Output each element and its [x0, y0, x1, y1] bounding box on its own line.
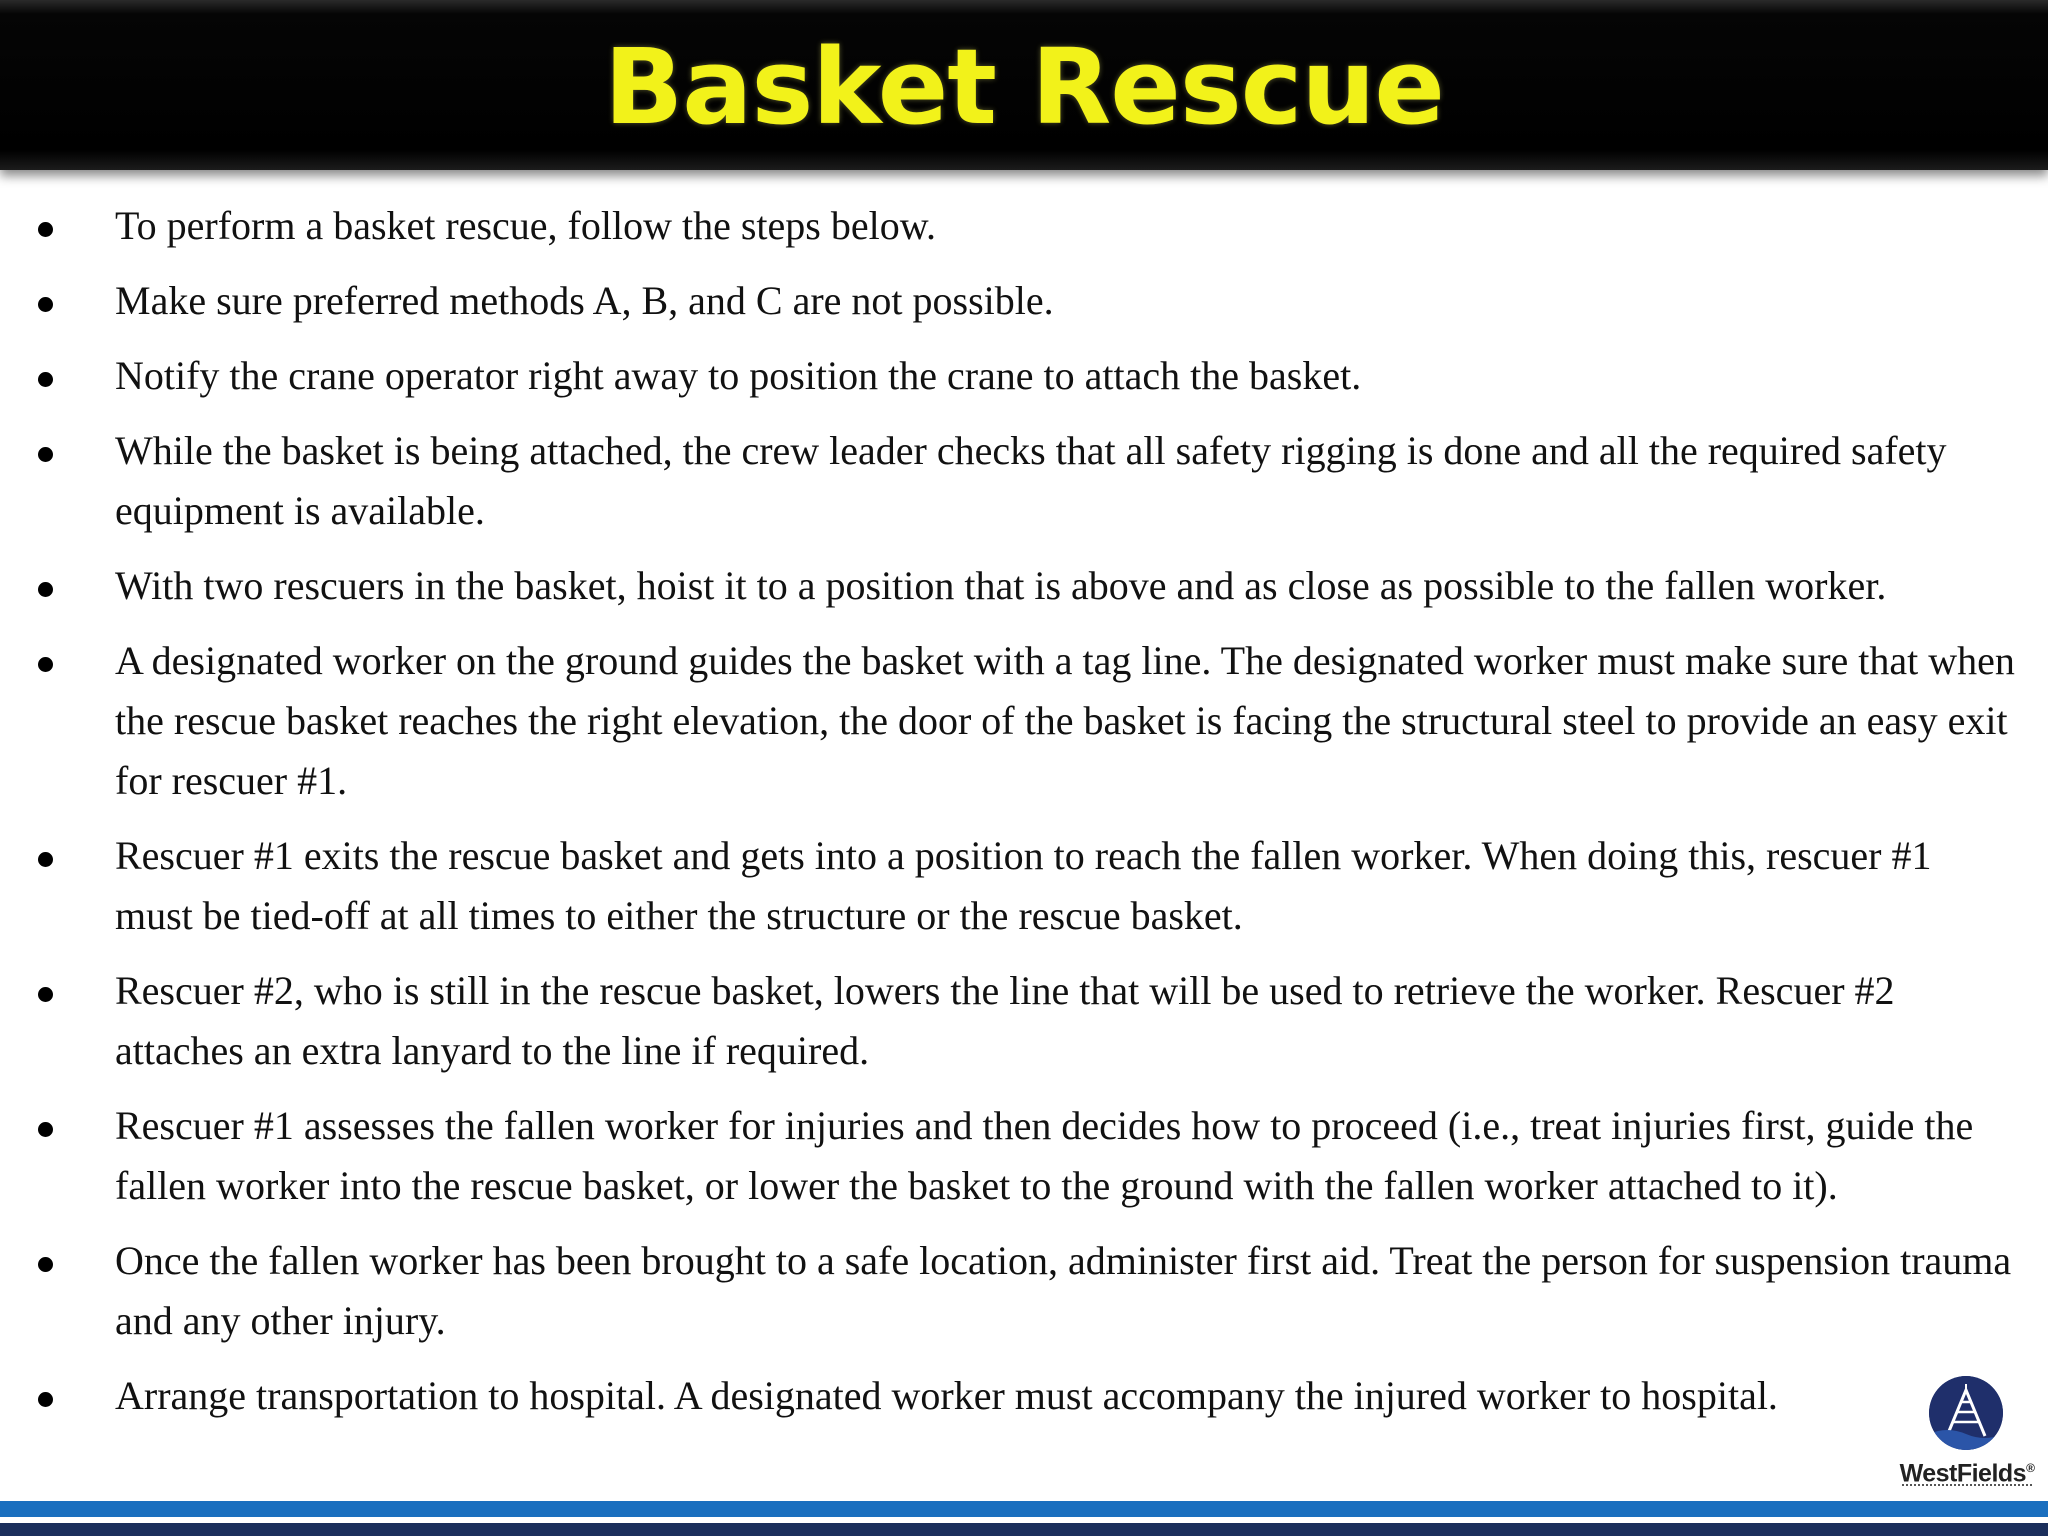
bullet-text: Rescuer #2, who is still in the rescue basket, lowers the line that will be used to retrieve the worker. Rescuer #2 attaches an extra lanyard to the line if required. [115, 968, 1895, 1073]
bullet-text: Notify the crane operator right away to position the crane to attach the basket. [115, 353, 1362, 398]
bullet-text: Rescuer #1 exits the rescue basket and gets into a position to reach the fallen worker. When doing this, rescuer #1 must be tied-off at all times to either the structure or the rescue basket. [115, 833, 1932, 938]
bullet-text: To perform a basket rescue, follow the steps below. [115, 203, 937, 248]
footer-stripe-blue [0, 1501, 2048, 1517]
bullet-icon [38, 222, 53, 237]
bullet-icon [38, 852, 53, 867]
bullet-list [0, 196, 2048, 1441]
bullet-icon [38, 987, 53, 1002]
bullet-text: Make sure preferred methods A, B, and C are not possible. [115, 278, 1054, 323]
bullet-item [0, 196, 2048, 256]
bullet-item [0, 961, 2048, 1081]
bullet-item [0, 1231, 2048, 1351]
bullet-icon [38, 1122, 53, 1137]
bullet-icon [38, 447, 53, 462]
footer-stripe-navy [0, 1523, 2048, 1536]
bullet-text: A designated worker on the ground guides the basket with a tag line. The designated worker must make sure that when the rescue basket reaches the right elevation, the door of the basket is facing the structural steel to provide an easy exit for rescuer #1. [115, 638, 2015, 803]
logo-tagline-line [1902, 1484, 2032, 1490]
bullet-item [0, 421, 2048, 541]
bullet-icon [38, 297, 53, 312]
bullet-icon [38, 372, 53, 387]
bullet-item [0, 556, 2048, 616]
oil-rig-icon [1929, 1376, 2003, 1450]
slide-title: Basket Rescue [604, 26, 1444, 148]
bullet-icon [38, 1392, 53, 1407]
bullet-item [0, 1366, 2048, 1426]
bullet-item [0, 271, 2048, 331]
bullet-item [0, 826, 2048, 946]
title-bar [0, 0, 2048, 170]
bullet-item [0, 631, 2048, 811]
westfields-logo [1894, 1376, 2040, 1496]
logo-name: WestFields® [1899, 1459, 2035, 1488]
bullet-text: Rescuer #1 assesses the fallen worker for injuries and then decides how to proceed (i.e., treat injuries first, guide the fallen worker into the rescue basket, or lower the basket to the ground with the fallen worker attached to it). [115, 1103, 1974, 1208]
bullet-text: Arrange transportation to hospital. A designated worker must accompany the injured worker to hospital. [115, 1373, 1778, 1418]
bullet-text: Once the fallen worker has been brought to a safe location, administer first aid. Treat the person for suspension trauma and any other injury. [115, 1238, 2012, 1343]
bullet-item [0, 346, 2048, 406]
bullet-item [0, 1096, 2048, 1216]
bullet-icon [38, 582, 53, 597]
bullet-icon [38, 657, 53, 672]
bullet-icon [38, 1257, 53, 1272]
bullet-text: While the basket is being attached, the crew leader checks that all safety rigging is done and all the required safety equipment is available. [115, 428, 1947, 533]
bullet-text: With two rescuers in the basket, hoist it to a position that is above and as close as possible to the fallen worker. [115, 563, 1887, 608]
